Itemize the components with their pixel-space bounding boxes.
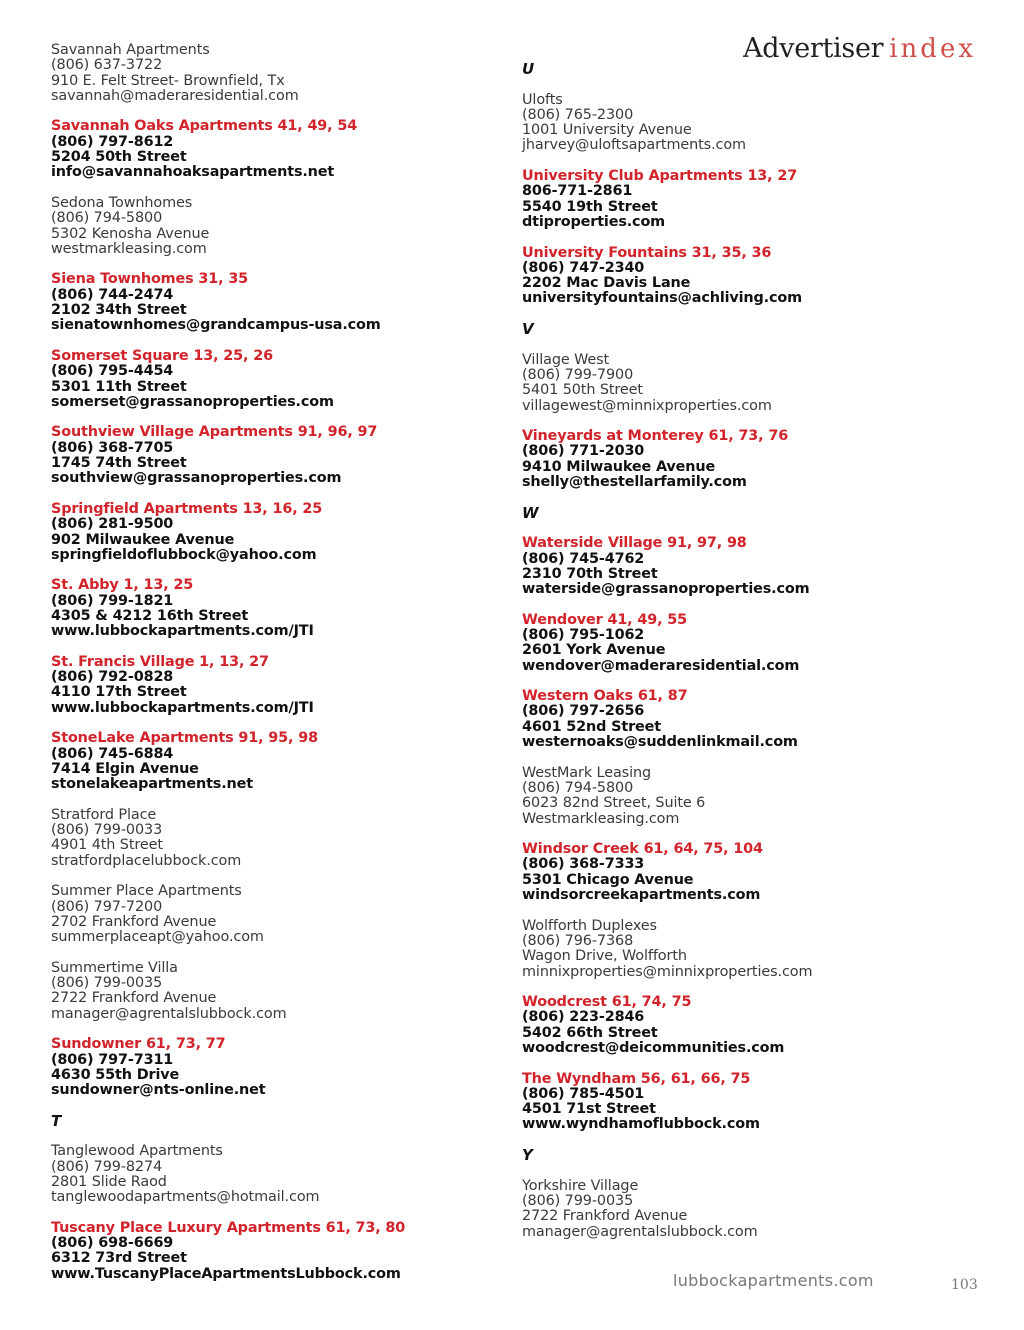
advertiser-web[interactable]: Westmarkleasing.com xyxy=(522,810,680,827)
advertiser-phone: (806) 792-0828 xyxy=(51,669,174,686)
advertiser-phone: (806) 795-4454 xyxy=(51,363,174,380)
advertiser-address: Wagon Drive, Wolfforth xyxy=(522,948,687,965)
advertiser-address: 6023 82nd Street, Suite 6 xyxy=(522,795,706,812)
advertiser-web[interactable]: sienatownhomes@grandcampus-usa.com xyxy=(51,317,381,334)
advertiser-web[interactable]: springfieldoflubbock@yahoo.com xyxy=(51,546,317,563)
advertiser-entry xyxy=(522,842,992,903)
advertiser-phone: (806) 698-6669 xyxy=(51,1235,174,1252)
advertiser-address: 6312 73rd Street xyxy=(51,1250,187,1267)
advertiser-phone: (806) 281-9500 xyxy=(51,516,174,533)
advertiser-web[interactable]: www.lubbockapartments.com/JTI xyxy=(51,623,314,640)
advertiser-address: 5401 50th Street xyxy=(522,382,643,399)
advertiser-address: 5302 Kenosha Avenue xyxy=(51,225,210,242)
advertiser-entry xyxy=(51,1144,491,1205)
advertiser-entry xyxy=(51,731,491,792)
advertiser-address: 2722 Frankford Avenue xyxy=(522,1208,688,1225)
advertiser-web[interactable]: stonelakeapartments.net xyxy=(51,776,253,793)
advertiser-address: 5301 11th Street xyxy=(51,378,187,395)
advertiser-entry xyxy=(522,995,992,1056)
advertiser-entry xyxy=(51,1221,491,1282)
advertiser-address: 4630 55th Drive xyxy=(51,1066,180,1083)
advertiser-name: Village West xyxy=(522,351,610,368)
advertiser-web[interactable]: tanglewoodapartments@hotmail.com xyxy=(51,1189,320,1206)
advertiser-name: Stratford Place xyxy=(51,806,157,823)
advertiser-phone: (806) 799-0035 xyxy=(51,975,163,992)
advertiser-name: St. Abby 1, 13, 25 xyxy=(51,577,194,594)
advertiser-name: St. Francis Village 1, 13, 27 xyxy=(51,653,269,670)
advertiser-address: 5204 50th Street xyxy=(51,149,187,166)
advertiser-address: 2102 34th Street xyxy=(51,302,187,319)
advertiser-name: Wendover 41, 49, 55 xyxy=(522,611,687,628)
advertiser-name: Savannah Apartments xyxy=(51,42,210,58)
advertiser-name: Yorkshire Village xyxy=(522,1177,639,1194)
advertiser-name: Summer Place Apartments xyxy=(51,883,242,900)
advertiser-address: 4110 17th Street xyxy=(51,684,187,701)
advertiser-web[interactable]: www.lubbockapartments.com/JTI xyxy=(51,699,314,716)
advertiser-web[interactable]: shelly@thestellarfamily.com xyxy=(522,474,747,491)
header-title: Advertiser xyxy=(743,33,884,64)
advertiser-name: Woodcrest 61, 74, 75 xyxy=(522,994,692,1011)
advertiser-address: 2722 Frankford Avenue xyxy=(51,990,217,1007)
advertiser-name: Wolfforth Duplexes xyxy=(522,917,657,934)
advertiser-entry xyxy=(522,1072,992,1133)
advertiser-web[interactable]: southview@grassanoproperties.com xyxy=(51,470,342,487)
advertiser-name: Vineyards at Monterey 61, 73, 76 xyxy=(522,428,789,445)
advertiser-phone: (806) 744-2474 xyxy=(51,286,174,303)
advertiser-web[interactable]: sundowner@nts-online.net xyxy=(51,1082,266,1099)
advertiser-address: 902 Milwaukee Avenue xyxy=(51,531,235,548)
advertiser-name: Summertime Villa xyxy=(51,959,178,976)
advertiser-entry xyxy=(522,169,992,230)
section-letter: V xyxy=(522,320,534,339)
advertiser-web[interactable]: www.wyndhamoflubbock.com xyxy=(522,1116,760,1133)
advertiser-web[interactable]: jharvey@uloftsapartments.com xyxy=(522,137,746,154)
advertiser-name: Springfield Apartments 13, 16, 25 xyxy=(51,500,323,517)
advertiser-entry xyxy=(51,961,491,1022)
advertiser-address: 2310 70th Street xyxy=(522,565,658,582)
advertiser-phone: (806) 794-5800 xyxy=(522,779,634,796)
advertiser-name: Tanglewood Apartments xyxy=(51,1143,223,1160)
advertiser-address: 4901 4th Street xyxy=(51,837,163,854)
left-column xyxy=(51,43,491,1297)
advertiser-address: 2202 Mac Davis Lane xyxy=(522,275,691,292)
advertiser-web[interactable]: wendover@maderaresidential.com xyxy=(522,657,800,674)
section-letter: U xyxy=(522,60,535,78)
advertiser-name: Sundowner 61, 73, 77 xyxy=(51,1036,226,1053)
advertiser-phone: (806) 797-8612 xyxy=(51,133,174,150)
advertiser-address: 9410 Milwaukee Avenue xyxy=(522,458,716,475)
advertiser-web[interactable]: savannah@maderaresidential.com xyxy=(51,87,299,104)
advertiser-name: Sedona Townhomes xyxy=(51,194,193,211)
advertiser-entry xyxy=(51,578,491,639)
advertiser-address: 5540 19th Street xyxy=(522,198,658,215)
advertiser-name: Western Oaks 61, 87 xyxy=(522,688,688,705)
advertiser-name: Ulofts xyxy=(522,91,563,108)
advertiser-entry xyxy=(51,425,491,486)
advertiser-address: 4501 71st Street xyxy=(522,1101,656,1118)
advertiser-name: Waterside Village 91, 97, 98 xyxy=(522,535,747,552)
advertiser-address: 7414 Elgin Avenue xyxy=(51,760,199,777)
advertiser-address: 2702 Frankford Avenue xyxy=(51,913,217,930)
advertiser-name: University Fountains 31, 35, 36 xyxy=(522,244,772,261)
advertiser-address: 5402 66th Street xyxy=(522,1024,658,1041)
advertiser-phone: 806-771-2861 xyxy=(522,183,633,200)
advertiser-phone: (806) 747-2340 xyxy=(522,259,645,276)
advertiser-address: 2801 Slide Raod xyxy=(51,1173,167,1190)
advertiser-phone: (806) 785-4501 xyxy=(522,1085,645,1102)
footer-url[interactable]: lubbockapartments.com xyxy=(673,1271,874,1290)
advertiser-name: Southview Village Apartments 91, 96, 97 xyxy=(51,424,378,441)
advertiser-entry xyxy=(51,655,491,716)
advertiser-entry xyxy=(522,429,992,490)
advertiser-entry xyxy=(522,246,992,307)
advertiser-name: WestMark Leasing xyxy=(522,764,652,781)
advertiser-entry xyxy=(522,919,992,980)
advertiser-web[interactable]: manager@agrentalslubbock.com xyxy=(522,1223,758,1240)
advertiser-entry xyxy=(522,689,992,750)
advertiser-entry xyxy=(51,196,491,257)
advertiser-phone: (806) 368-7705 xyxy=(51,439,174,456)
advertiser-web[interactable]: woodcrest@deicommunities.com xyxy=(522,1040,785,1056)
advertiser-web[interactable]: somerset@grassanoproperties.com xyxy=(51,393,334,410)
advertiser-web[interactable]: www.TuscanyPlaceApartmentsLubbock.com xyxy=(51,1265,401,1282)
advertiser-web[interactable]: summerplaceapt@yahoo.com xyxy=(51,929,264,946)
section-letter: Y xyxy=(522,1146,533,1165)
advertiser-address: 1745 74th Street xyxy=(51,455,187,472)
advertiser-phone: (806) 368-7333 xyxy=(522,856,645,873)
advertiser-phone: (806) 795-1062 xyxy=(522,626,645,643)
advertiser-entry xyxy=(51,349,491,410)
advertiser-name: Windsor Creek 61, 64, 75, 104 xyxy=(522,841,763,858)
advertiser-web[interactable]: manager@agrentalslubbock.com xyxy=(51,1005,287,1022)
advertiser-phone: (806) 797-2656 xyxy=(522,703,645,720)
advertiser-phone: (806) 745-4762 xyxy=(522,550,645,567)
advertiser-phone: (806) 637-3722 xyxy=(51,57,163,74)
advertiser-address: 2601 York Avenue xyxy=(522,642,666,659)
advertiser-web[interactable]: westmarkleasing.com xyxy=(51,240,207,257)
advertiser-phone: (806) 765-2300 xyxy=(522,106,634,123)
advertiser-phone: (806) 771-2030 xyxy=(522,443,645,460)
advertiser-phone: (806) 799-0033 xyxy=(51,822,163,839)
section-letter: T xyxy=(51,1111,62,1130)
page-number: 103 xyxy=(951,1277,978,1293)
advertiser-entry xyxy=(51,884,491,945)
advertiser-name: The Wyndham 56, 61, 66, 75 xyxy=(522,1070,751,1087)
advertiser-address: 5301 Chicago Avenue xyxy=(522,871,694,888)
advertiser-web[interactable]: stratfordplacelubbock.com xyxy=(51,852,242,869)
advertiser-phone: (806) 799-8274 xyxy=(51,1158,163,1175)
advertiser-web[interactable]: westernoaks@suddenlinkmail.com xyxy=(522,734,798,751)
advertiser-phone: (806) 796-7368 xyxy=(522,932,634,949)
advertiser-entry xyxy=(522,1179,992,1240)
advertiser-entry xyxy=(522,93,992,154)
advertiser-entry xyxy=(51,808,491,869)
advertiser-entry xyxy=(51,272,491,333)
advertiser-entry xyxy=(522,536,992,597)
advertiser-address: 4601 52nd Street xyxy=(522,718,661,735)
advertiser-name: StoneLake Apartments 91, 95, 98 xyxy=(51,730,318,747)
advertiser-phone: (806) 745-6884 xyxy=(51,745,174,762)
advertiser-entry xyxy=(522,613,992,674)
advertiser-entry xyxy=(51,119,491,180)
advertiser-address: 1001 University Avenue xyxy=(522,122,692,139)
advertiser-name: Tuscany Place Luxury Apartments 61, 73, 80 xyxy=(51,1219,406,1236)
advertiser-web[interactable]: minnixproperties@minnixproperties.com xyxy=(522,963,813,980)
advertiser-entry xyxy=(522,353,992,414)
page-header xyxy=(743,32,976,66)
advertiser-entry xyxy=(51,1037,491,1098)
section-letter: W xyxy=(522,503,539,522)
header-subtitle: index xyxy=(889,34,976,64)
advertiser-phone: (806) 799-7900 xyxy=(522,366,634,383)
advertiser-phone: (806) 223-2846 xyxy=(522,1009,645,1026)
advertiser-phone: (806) 799-0035 xyxy=(522,1192,634,1209)
advertiser-entry xyxy=(51,43,491,104)
advertiser-name: Somerset Square 13, 25, 26 xyxy=(51,347,273,364)
right-column xyxy=(522,62,992,1255)
advertiser-web[interactable]: dtiproperties.com xyxy=(522,213,666,230)
advertiser-name: University Club Apartments 13, 27 xyxy=(522,168,798,185)
advertiser-entry xyxy=(522,766,992,827)
advertiser-phone: (806) 799-1821 xyxy=(51,592,174,609)
advertiser-entry xyxy=(51,502,491,563)
advertiser-web[interactable]: universityfountains@achliving.com xyxy=(522,290,802,307)
advertiser-name: Savannah Oaks Apartments 41, 49, 54 xyxy=(51,118,358,135)
advertiser-address: 910 E. Felt Street- Brownfield, Tx xyxy=(51,72,285,89)
advertiser-phone: (806) 794-5800 xyxy=(51,210,163,227)
advertiser-name: Siena Townhomes 31, 35 xyxy=(51,271,249,288)
advertiser-web[interactable]: villagewest@minnixproperties.com xyxy=(522,397,772,414)
advertiser-address: 4305 & 4212 16th Street xyxy=(51,607,249,624)
advertiser-phone: (806) 797-7311 xyxy=(51,1051,174,1068)
advertiser-web[interactable]: info@savannahoaksapartments.net xyxy=(51,164,335,181)
advertiser-phone: (806) 797-7200 xyxy=(51,898,163,915)
advertiser-web[interactable]: waterside@grassanoproperties.com xyxy=(522,581,810,598)
advertiser-web[interactable]: windsorcreekapartments.com xyxy=(522,887,761,904)
